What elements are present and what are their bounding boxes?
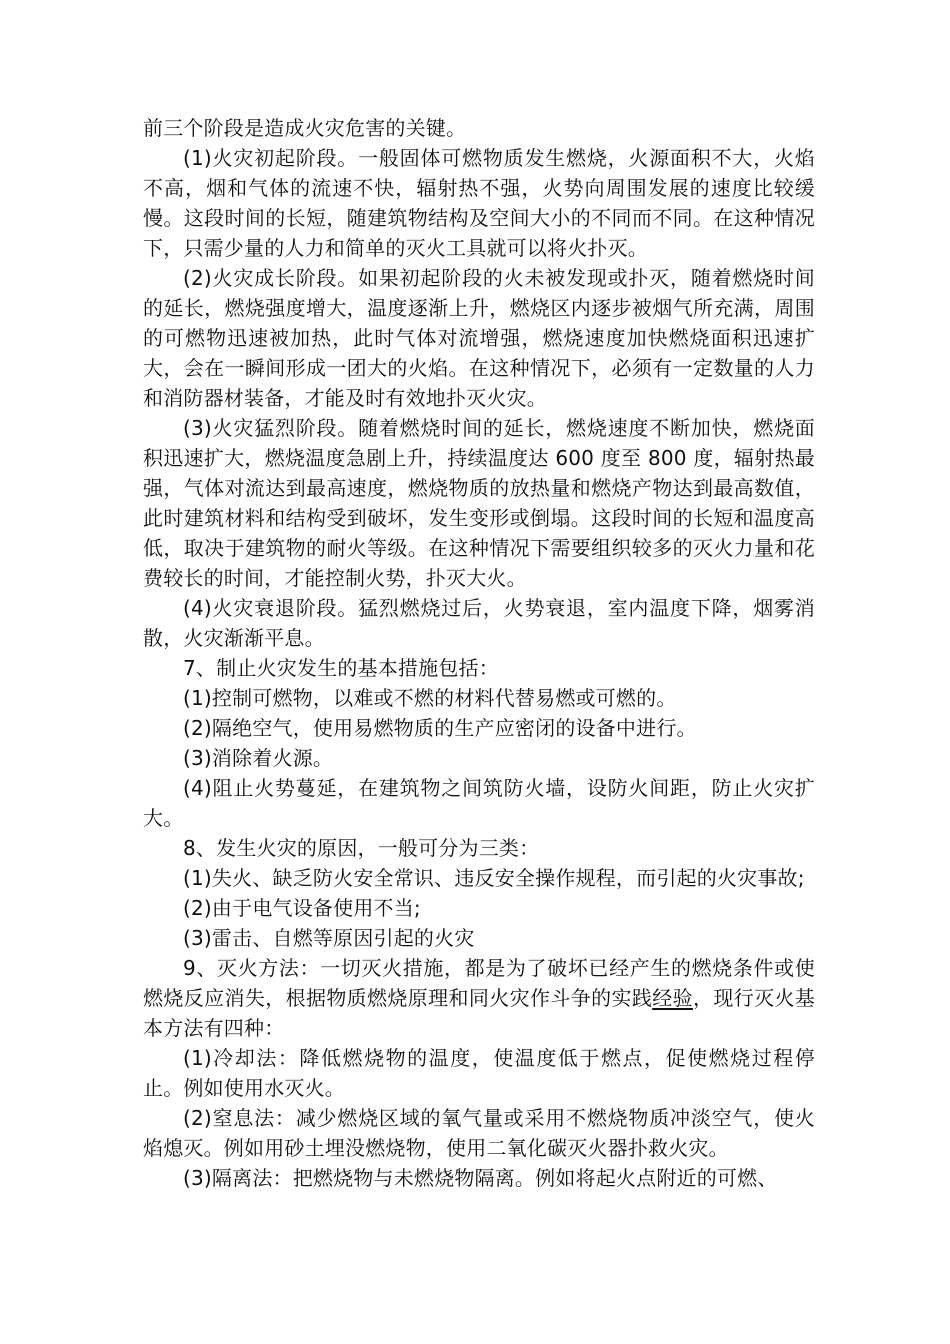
text-segment: 9、灭火方法：一切灭火措施，都是为了破坏已经产生的燃烧条件或使燃烧反应消失，根据物质燃烧原理和同火灾作斗争的实践 bbox=[143, 956, 815, 1010]
underlined-text: 经验 bbox=[652, 986, 693, 1010]
paragraph-stage-initial: (1)火灾初起阶段。一般固体可燃物质发生燃烧，火源面积不大，火焰不高，烟和气体的流速不快，辐射热不强，火势向周围发展的速度比较缓慢。这段时间的长短，随建筑物结构及空间大小的不同而不同。在这种情况下，只需少量的人力和简单的灭火工具就可以将火扑灭。 bbox=[143, 146, 815, 260]
heading-extinguishing-methods bbox=[143, 953, 815, 1043]
list-item-method-smothering: (2)窒息法：减少燃烧区域的氧气量或采用不燃烧物质冲淡空气，使火焰熄灭。例如用砂土埋没燃烧物，使用二氧化碳灭火器扑救火灾。 bbox=[143, 1106, 815, 1160]
document-body bbox=[143, 113, 815, 1193]
paragraph-stage-decline: (4)火灾衰退阶段。猛烈燃烧过后，火势衰退，室内温度下降，烟雾消散，火灾渐渐平息。 bbox=[143, 596, 815, 650]
text-segment: ，现行灭火基本方法有四种： bbox=[143, 986, 816, 1040]
paragraph-intro: 前三个阶段是造成火灾危害的关键。 bbox=[143, 116, 467, 140]
list-item-method-isolation: (3)隔离法：把燃烧物与未燃烧物隔离。例如将起火点附近的可燃、 bbox=[183, 1166, 778, 1190]
list-item-measure-2: (2)隔绝空气，使用易燃物质的生产应密闭的设备中进行。 bbox=[183, 716, 697, 740]
heading-fire-causes: 8、发生火灾的原因，一般可分为三类： bbox=[183, 836, 540, 860]
list-item-cause-2: (2)由于电气设备使用不当; bbox=[183, 896, 421, 920]
paragraph-stage-growth: (2)火灾成长阶段。如果初起阶段的火未被发现或扑灭，随着燃烧时间的延长，燃烧强度增大，温度逐渐上升，燃烧区内逐步被烟气所充满，周围的可燃物迅速被加热，此时气体对流增强，燃烧速度加快燃烧面积迅速扩大，会在一瞬间形成一团大的火焰。在这种情况下，必须有一定数量的人力和消防器材装备，才能及时有效地扑灭火灾。 bbox=[143, 266, 815, 410]
list-item-method-cooling: (1)冷却法：降低燃烧物的温度，使温度低于燃点，促使燃烧过程停止。例如使用水灭火。 bbox=[143, 1046, 815, 1100]
list-item-measure-1: (1)控制可燃物，以难或不燃的材料代替易燃或可燃的。 bbox=[183, 686, 677, 710]
list-item-cause-1: (1)失火、缺乏防火安全常识、违反安全操作规程，而引起的火灾事故; bbox=[183, 866, 805, 890]
paragraph-stage-fierce: (3)火灾猛烈阶段。随着燃烧时间的延长，燃烧速度不断加快，燃烧面积迅速扩大，燃烧温度急剧上升，持续温度达 600 度至 800 度，辐射热最强，气体对流达到最高速度，燃烧物质的放热量和燃烧产物达到最高数值，此时建筑材料和结构受到破坏，发生变形或倒塌。这段时间的长短和温度高低，取决于建筑物的耐火等级。在这种情况下需要组织较多的灭火力量和花费较长的时间，才能控制火势，扑灭大火。 bbox=[143, 416, 815, 590]
list-item-cause-3: (3)雷击、自燃等原因引起的火灾 bbox=[183, 926, 475, 950]
heading-prevention-measures: 7、制止火灾发生的基本措施包括： bbox=[183, 656, 499, 680]
list-item-measure-3: (3)消除着火源。 bbox=[183, 746, 334, 770]
list-item-measure-4: (4)阻止火势蔓延，在建筑物之间筑防火墙，设防火间距，防止火灾扩大。 bbox=[143, 776, 815, 830]
